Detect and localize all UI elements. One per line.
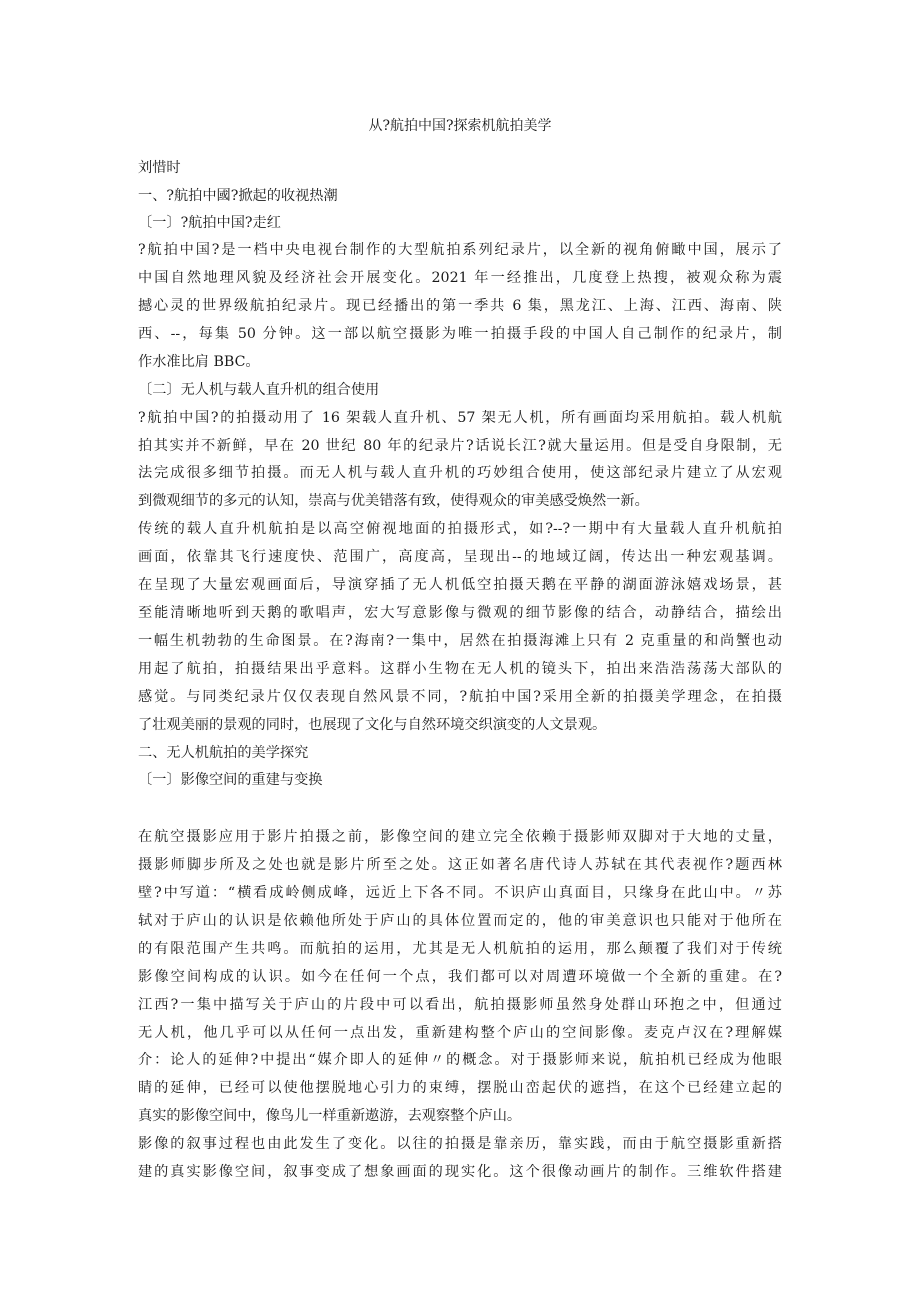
paragraph-line: 在呈现了大量宏观画面后，导演穿插了无人机低空拍摄天鹅在平静的湖面游泳嬉戏场景，甚 (138, 577, 782, 593)
subsection-heading: 〔一〕影像空间的重建与变换 (138, 772, 323, 788)
paragraph-line: 感觉。与同类纪录片仅仅表现自然风景不同，?航拍中国?采用全新的拍摄美学理念，在拍摄 (138, 689, 782, 705)
paragraph-line: 壁?中写道：“横看成岭侧成峰，远近上下各不同。不识庐山真面目，只缘身在此山中。〃苏 (138, 885, 782, 901)
paragraph-line: 拍其实并不新鲜，早在 20 世纪 80 年的纪录片?话说长江?就大量运用。但是受自身限制，无 (138, 438, 782, 454)
paragraph-line: 传统的载人直升机航拍是以高空俯视地面的拍摄形式，如?--?一期中有大量载人直升机航拍 (138, 521, 782, 537)
paragraph-line: 一幅生机勃勃的生命图景。在?海南?一集中，居然在拍摄海滩上只有 2 克重量的和尚蟹也动 (138, 633, 782, 649)
paragraph-line: 无人机，他几乎可以从任何一点出发，重新建构整个庐山的空间影像。麦克卢汉在?理解媒 (138, 1025, 782, 1041)
paragraph-line: 撼心灵的世界级航拍纪录片。现已经播出的第一季共 6 集，黑龙江、上海、江西、海南、陕 (138, 298, 782, 314)
paragraph-line: ?航拍中国?的拍摄动用了 16 架载人直升机、57 架无人机，所有画面均采用航拍。载人机航 (138, 410, 782, 426)
paragraph-line: 作水准比肩 BBC。 (138, 354, 260, 370)
paragraph-line: 江西?一集中描写关于庐山的片段中可以看出，航拍摄影师虽然身处群山环抱之中，但通过 (138, 997, 782, 1013)
paragraph-line: 影像空间构成的认识。如今在任何一个点，我们都可以对周遭环境做一个全新的重建。在? (138, 969, 782, 985)
paragraph-line: 真实的影像空间中，像鸟儿一样重新遨游，去观察整个庐山。 (138, 1108, 522, 1124)
paragraph-line: 介：论人的延伸?中提出“媒介即人的延伸〃的概念。对于摄影师来说，航拍机已经成为他眼 (138, 1052, 782, 1068)
subsection-heading: 〔二〕无人机与载人直升机的组合使用 (138, 382, 380, 398)
paragraph-line: 法完成很多细节拍摄。而无人机与载人直升机的巧妙组合使用，使这部纪录片建立了从宏观 (138, 465, 782, 481)
paragraph-line: 了壮观美丽的景观的同时，也展现了文化与自然环境交织演变的人文景观。 (138, 717, 607, 733)
subsection-heading: 〔一〕?航拍中国?走红 (138, 215, 281, 231)
section-heading: 一、?航拍中國?掀起的收视热潮 (138, 188, 338, 204)
paragraph-line: 画面，依靠其飞行速度快、范围广，高度高，呈现出--的地域辽阔，传达出一种宏观基调。 (138, 549, 782, 565)
paragraph-line: 到微观细节的多元的认知，崇高与优美错落有致，使得观众的审美感受焕然一新。 (138, 493, 649, 509)
paragraph-line: ?航拍中国?是一档中央电视台制作的大型航拍系列纪录片，以全新的视角俯瞰中国，展示了 (138, 242, 782, 258)
paragraph-line: 影像的叙事过程也由此发生了变化。以往的拍摄是靠亲历，靠实践，而由于航空摄影重新搭 (138, 1136, 782, 1152)
paragraph-line: 睛的延伸，已经可以使他摆脱地心引力的束缚，摆脱山峦起伏的遮挡，在这个已经建立起的 (138, 1080, 782, 1096)
paragraph-line: 用起了航拍，拍摄结果出乎意料。这群小生物在无人机的镜头下，拍出来浩浩荡荡大部队的 (138, 661, 782, 677)
paragraph-line: 的有限范围产生共鸣。而航拍的运用，尤其是无人机航拍的运用，那么颠覆了我们对于传统 (138, 941, 782, 957)
paragraph-line: 摄影师脚步所及之处也就是影片所至之处。这正如著名唐代诗人苏轼在其代表视作?题西林 (138, 857, 782, 873)
document-title: 从?航拍中国?探索机航拍美学 (368, 118, 552, 134)
section-heading: 二、无人机航拍的美学探究 (138, 745, 309, 761)
paragraph-line: 轼对于庐山的认识是依赖他所处于庐山的具体位置而定的，他的审美意识也只能对于他所在 (138, 913, 782, 929)
paragraph-line: 至能清晰地听到天鹅的歌唱声，宏大写意影像与微观的细节影像的结合，动静结合，描绘出 (138, 605, 782, 621)
paragraph-line: 西、--，每集 50 分钟。这一部以航空摄影为唯一拍摄手段的中国人自己制作的纪录片，制 (138, 326, 782, 342)
paragraph-line: 中国自然地理风貌及经济社会开展变化。2021 年一经推出，几度登上热搜，被观众称为震 (138, 270, 782, 286)
author-name: 刘惜时 (138, 160, 181, 176)
paragraph-line: 建的真实影像空间，叙事变成了想象画面的现实化。这个很像动画片的制作。三维软件搭建 (138, 1164, 782, 1180)
paragraph-line: 在航空摄影应用于影片拍摄之前，影像空间的建立完全依赖于摄影师双脚对于大地的丈量， (138, 829, 782, 845)
